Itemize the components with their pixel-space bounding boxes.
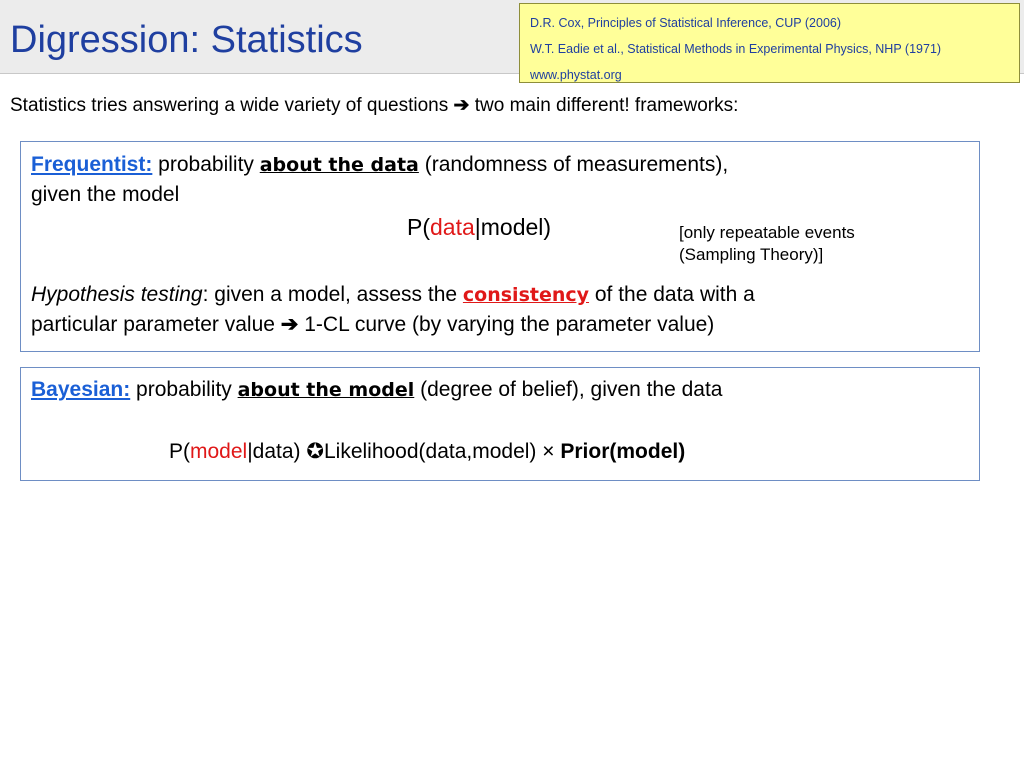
frequentist-text: probability: [152, 153, 260, 176]
hypothesis-text-2: of the data with a: [589, 283, 755, 306]
hypothesis-text: : given a model, assess the: [202, 283, 463, 306]
frequentist-label: Frequentist:: [31, 153, 153, 176]
hypothesis-text-3: particular parameter value: [31, 313, 281, 336]
intro-text: Statistics tries answering a wide variety of questions: [10, 95, 449, 116]
formula-prior: Prior(model): [554, 440, 686, 463]
formula-part: |model): [474, 214, 552, 240]
intro-line: [10, 94, 738, 117]
frequentist-line-1: [31, 152, 728, 178]
proportional-icon: ✪: [306, 440, 324, 463]
consistency-emphasis: consistency: [462, 284, 590, 306]
frequentist-line-2: given the model: [31, 183, 180, 206]
right-arrow-icon: ➔: [453, 95, 470, 116]
reference-item: D.R. Cox, Principles of Statistical Inference, CUP (2006): [530, 16, 842, 30]
bayesian-line-1: [31, 377, 722, 403]
reference-item: www.phystat.org: [530, 68, 622, 82]
formula-likelihood: Likelihood(data,model): [323, 440, 543, 463]
formula-data: data: [430, 214, 475, 240]
frequentist-formula: [407, 214, 551, 240]
times-icon: ×: [542, 440, 555, 463]
formula-part: P(: [407, 214, 430, 240]
right-arrow-icon: ➔: [280, 313, 299, 336]
formula-part: |data): [247, 440, 307, 463]
references-box: [519, 3, 1020, 83]
note-line: (Sampling Theory)]: [679, 245, 824, 264]
hypothesis-line-1: [31, 282, 755, 308]
bayesian-emphasis: about the model: [237, 379, 415, 401]
bayesian-text-2: (degree of belief), given the data: [414, 378, 723, 401]
bayesian-box: [20, 367, 980, 481]
hypothesis-line-2: [31, 312, 714, 338]
formula-model: model: [190, 440, 248, 463]
reference-item: W.T. Eadie et al., Statistical Methods in Experimental Physics, NHP (1971): [530, 42, 942, 56]
intro-rest: two main different! frameworks:: [469, 95, 739, 116]
frequentist-emphasis: about the data: [259, 154, 419, 176]
note-line: [only repeatable events: [679, 223, 855, 242]
slide-title: Digression: Statistics: [10, 19, 363, 61]
frequentist-box: [20, 141, 980, 352]
bayesian-text: probability: [130, 378, 238, 401]
formula-part: P(: [169, 440, 190, 463]
frequentist-text-2: (randomness of measurements),: [418, 153, 729, 176]
sampling-note: [679, 222, 855, 266]
bayesian-formula: [169, 439, 685, 465]
hypothesis-label: Hypothesis testing: [31, 283, 203, 306]
bayesian-label: Bayesian:: [31, 378, 131, 401]
hypothesis-text-4: 1-CL curve (by varying the parameter value): [298, 313, 715, 336]
